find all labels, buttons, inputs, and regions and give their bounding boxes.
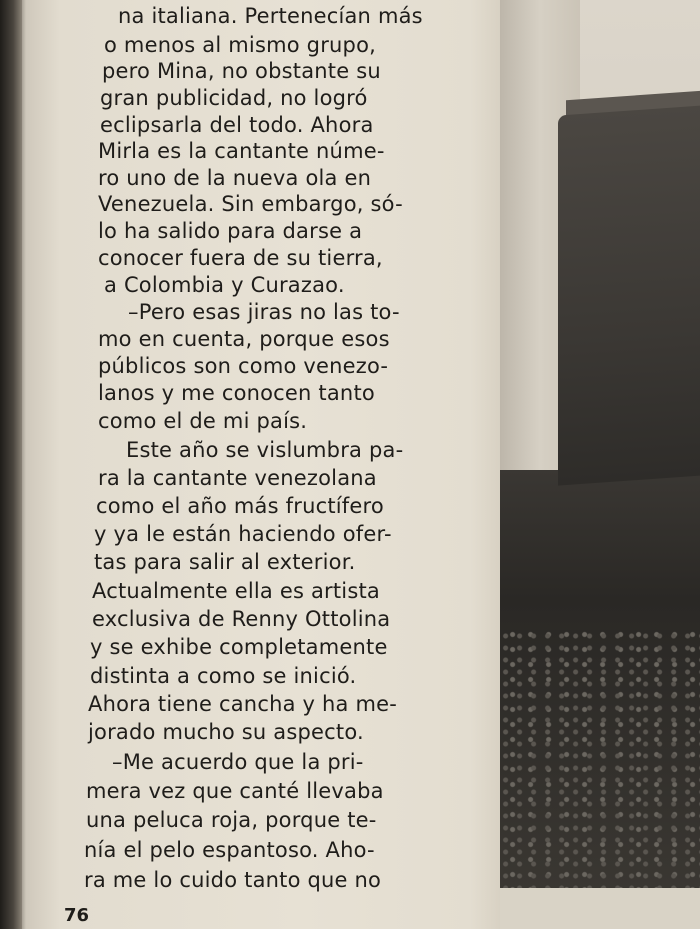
page-left-edge (0, 0, 22, 929)
text-line: a Colombia y Curazao. (104, 273, 345, 297)
text-line: na italiana. Pertenecían más (118, 4, 423, 28)
photo-bottom-margin (500, 888, 700, 929)
text-line: ro uno de la nueva ola en (98, 166, 372, 190)
text-line: y ya le están haciendo ofer- (94, 522, 392, 546)
text-line: Venezuela. Sin embargo, só- (98, 192, 403, 216)
text-line: públicos son como venezo- (98, 354, 389, 378)
text-line: Ahora tiene cancha y ha me- (88, 692, 398, 716)
text-line: exclusiva de Renny Ottolina (92, 607, 391, 631)
text-line: mo en cuenta, porque esos (98, 327, 390, 351)
text-line: Este año se vislumbra pa- (126, 438, 404, 462)
text-line: jorado mucho su aspecto. (88, 720, 364, 744)
text-line: tas para salir al exterior. (94, 550, 356, 574)
text-line: lanos y me conocen tanto (98, 381, 375, 405)
text-line: lo ha salido para darse a (98, 219, 363, 243)
article-photo (500, 0, 700, 929)
text-line: pero Mina, no obstante su (102, 59, 381, 83)
text-line: gran publicidad, no logró (100, 86, 368, 110)
text-line: distinta a como se inició. (90, 664, 357, 688)
text-line: como el de mi país. (98, 409, 308, 433)
text-line: ra la cantante venezolana (98, 466, 377, 490)
text-line: como el año más fructífero (96, 494, 384, 518)
page-number: 76 (64, 905, 90, 926)
text-line: –Me acuerdo que la pri- (112, 750, 364, 774)
text-line: Mirla es la cantante núme- (98, 139, 385, 163)
text-line: mera vez que canté llevaba (86, 779, 384, 803)
text-line: y se exhibe completamente (90, 635, 388, 659)
photo-floor (500, 630, 700, 890)
text-line: Actualmente ella es artista (92, 579, 380, 603)
text-line: conocer fuera de su tierra, (98, 246, 383, 270)
article-column (60, 0, 480, 929)
text-line: nía el pelo espantoso. Aho- (84, 838, 375, 862)
text-line: eclipsarla del todo. Ahora (100, 113, 374, 137)
text-line: una peluca roja, porque te- (86, 808, 377, 832)
photo-object (558, 104, 700, 485)
text-line: o menos al mismo grupo, (104, 33, 376, 57)
text-line: ra me lo cuido tanto que no (84, 868, 382, 892)
text-line: –Pero esas jiras no las to- (128, 300, 400, 324)
